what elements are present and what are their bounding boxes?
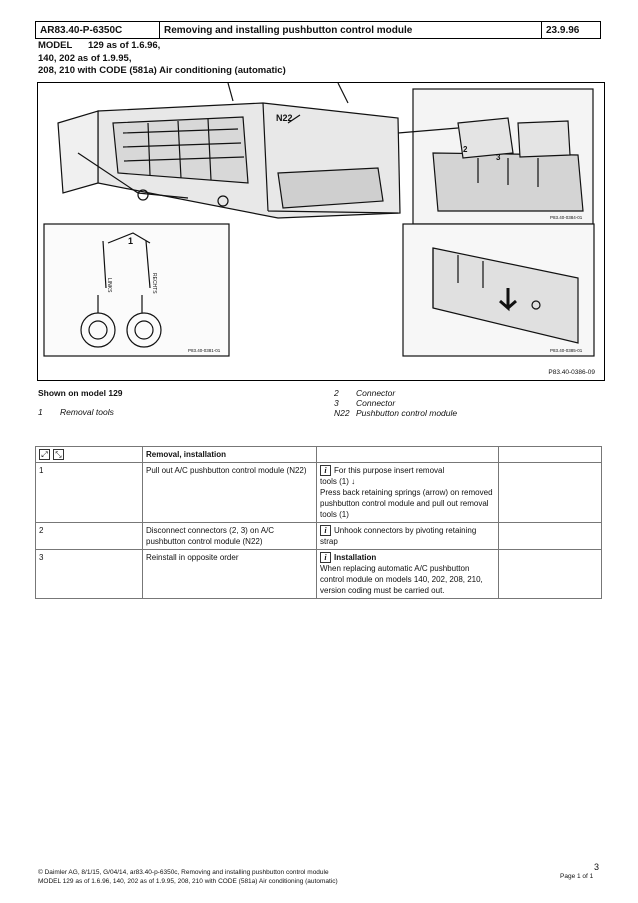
figure-caption: Shown on model 129 — [38, 388, 123, 398]
legend-text: Pushbutton control module — [356, 408, 458, 418]
step-text: Reinstall in opposite order — [143, 550, 317, 599]
model-applicability — [38, 40, 286, 78]
subfigure-ref: P83.40-0384-01 — [550, 215, 583, 220]
info-icon: i — [320, 465, 331, 476]
info-icon: i — [320, 552, 331, 563]
footer-line: © Daimler AG, 8/1/15, G/04/14, ar83.40-p-6350c, Removing and installing pushbutton control module — [38, 869, 329, 876]
step-number: 3 — [36, 550, 143, 599]
legend-text: Connector — [356, 398, 396, 408]
step-number: 1 — [36, 463, 143, 523]
installation-illustration — [38, 83, 604, 380]
illustration-frame — [37, 82, 605, 381]
label-connector-2: 2 — [463, 145, 468, 154]
label-rechts: RECHTS — [151, 273, 157, 294]
doc-id: AR83.40-P-6350C — [36, 22, 160, 39]
step-text: Pull out A/C pushbutton control module (N22) — [143, 463, 317, 523]
step-note: i For this purpose insert removal tools (1) ↓ Press back retaining springs (arrow) on removed pushbutton control module and pull out removal tools (1) — [317, 463, 499, 523]
corner-number: 3 — [594, 862, 600, 872]
table-header-label: Removal, installation — [143, 447, 317, 463]
procedure-table — [35, 446, 602, 599]
label-connector-3: 3 — [496, 153, 501, 162]
step-note: i Installation When replacing automatic A/C pushbutton control module on models 140, 202, 208, 210, version coding must be carried out. — [317, 550, 499, 599]
legend-number: 1 — [38, 407, 43, 417]
model-line: 208, 210 with CODE (581a) Air conditioning (automatic) — [38, 65, 286, 76]
step-text: Disconnect connectors (2, 3) on A/C pushbutton control module (N22) — [143, 523, 317, 550]
legend-item — [38, 407, 114, 417]
header-icons — [36, 447, 143, 463]
footer-line: MODEL 129 as of 1.6.96, 140, 202 as of 1.9.95, 208, 210 with CODE (581a) Air conditioning (automatic) — [38, 878, 338, 885]
info-icon: i — [320, 525, 331, 536]
model-line: MODEL 129 as of 1.6.96, — [38, 40, 161, 51]
footer — [38, 868, 338, 886]
page-number: Page 1 of 1 — [560, 873, 594, 880]
doc-date: 23.9.96 — [542, 22, 601, 39]
model-line: 140, 202 as of 1.9.95, — [38, 52, 132, 64]
expand-icon: ⤢ — [39, 449, 50, 460]
legend-item — [334, 398, 396, 408]
step-number: 2 — [36, 523, 143, 550]
legend-text: Removal tools — [60, 407, 114, 417]
label-links: LINKS — [106, 278, 112, 293]
collapse-icon: ⤡ — [53, 449, 64, 460]
legend-number: 2 — [334, 388, 339, 398]
subfigure-ref: P83.40-0385-01 — [550, 348, 583, 353]
doc-title: Removing and installing pushbutton control module — [160, 22, 542, 39]
document-header — [35, 21, 601, 39]
legend-item — [334, 408, 458, 418]
subfigure-ref: P83.40-0381-01 — [188, 348, 221, 353]
label-tool-1: 1 — [128, 236, 134, 246]
table-header-row — [36, 447, 602, 463]
table-row — [36, 550, 602, 599]
table-row — [36, 463, 602, 523]
legend-number: 3 — [334, 398, 339, 408]
step-note: i Unhook connectors by pivoting retaining strap — [317, 523, 499, 550]
legend-text: Connector — [356, 388, 396, 398]
legend-number: N22 — [334, 408, 350, 418]
label-n22: N22 — [276, 113, 293, 123]
legend-item — [334, 388, 396, 398]
figure-ref: P83.40-0386-09 — [548, 369, 595, 376]
table-row — [36, 523, 602, 550]
